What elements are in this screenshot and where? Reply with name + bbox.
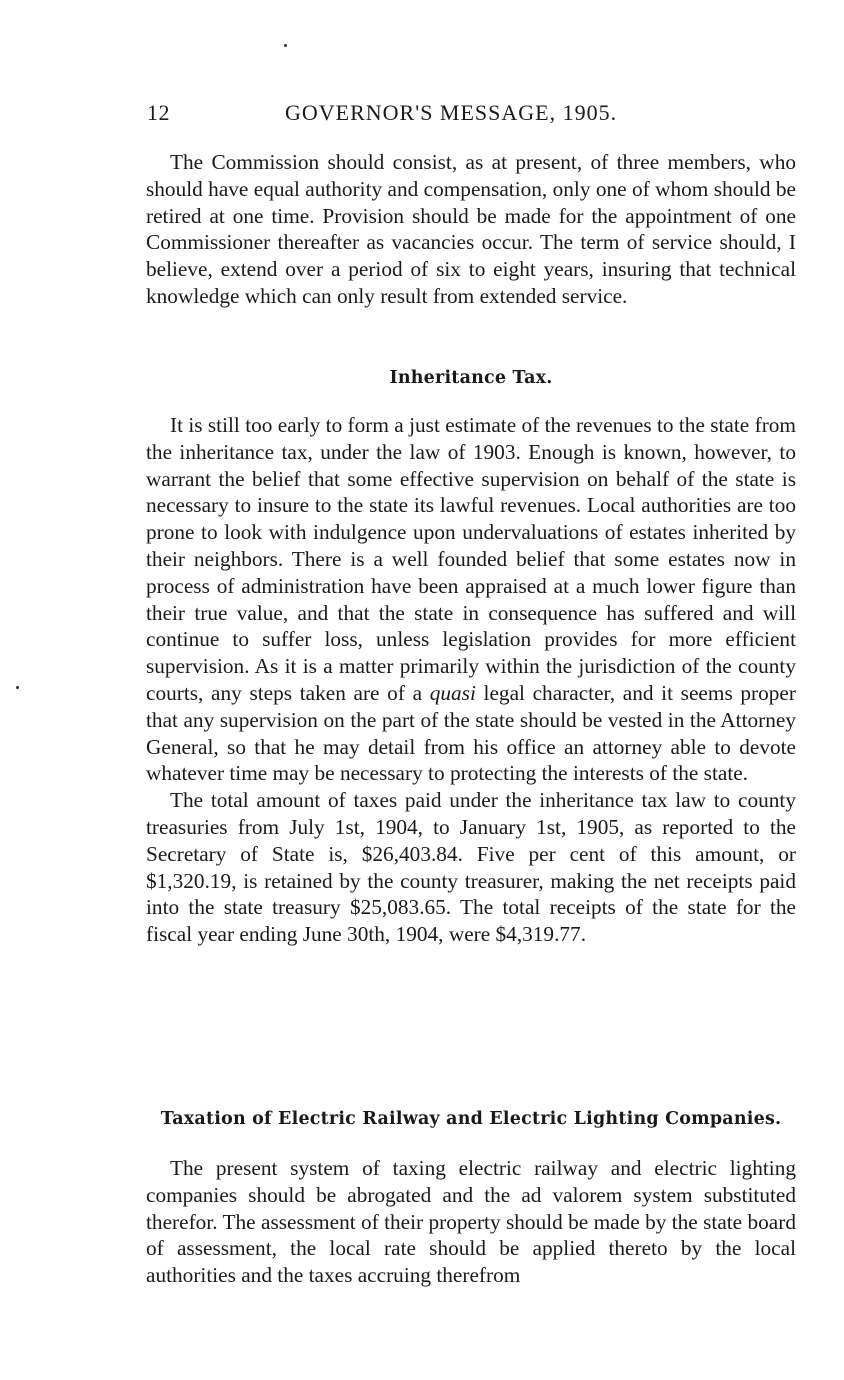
inheritance-tax-section [146, 412, 796, 948]
scan-speck [284, 44, 287, 47]
inheritance-paragraph-1-text-b: legal character, and it seems proper that any supervision on the part of the state should be vested in the Attorney General, so that he may detail from his office an attorney able to devote whatever time may be necessary to protecting the interests of the state. [146, 680, 796, 786]
inheritance-tax-heading: Inheritance Tax. [389, 368, 553, 388]
scan-speck [16, 686, 19, 689]
electric-companies-paragraph: The present system of taxing electric railway and electric lighting companies should be abrogated and the ad valorem system substituted therefor. The assessment of their property should be made by the state board of assessment, the local rate should be applied thereto by the local authorities and the taxes accruing therefrom [146, 1156, 796, 1288]
commission-paragraph: The Commission should consist, as at present, of three members, who should have equal authority and compensation, only one of whom should be retired at one time. Provision should be made for the appointment of one Commissioner thereafter as vacancies occur. The term of service should, I believe, extend over a period of six to eight years, insuring that technical knowledge which can only result from extended service. [146, 150, 796, 308]
inheritance-paragraph-1 [146, 412, 796, 787]
electric-companies-heading: Taxation of Electric Railway and Electric Lighting Companies. [160, 1109, 782, 1129]
commission-section [146, 149, 796, 310]
running-head [147, 100, 797, 134]
inheritance-paragraph-2: The total amount of taxes paid under the inheritance tax law to county treasuries from July 1st, 1904, to January 1st, 1905, as reported to the Secretary of State is, $26,403.84. Five per cent of this amount, or $1,320.19, is retained by the county treasurer, making the net receipts paid into the state treasury $25,083.65. The total receipts of the state for the fiscal year ending June 30th, 1904, were $4,319.77. [146, 788, 796, 947]
electric-companies-section [146, 1155, 796, 1289]
inheritance-paragraph-1-text-a: It is still too early to form a just estimate of the revenues to the state from the inheritance tax, under the law of 1903. Enough is known, however, to warrant the belief that some effective supervision on behalf of the state is necessary to insure to the state its lawful revenues. Local authorities are too prone to look with indulgence upon undervaluations of estates inherited by their neighbors. There is a well founded belief that some estates now in process of administration have been appraised at a much lower figure than their true value, and that the state in consequence has suffered and will continue to suffer loss, unless legislation provides for more efficient supervision. As it is a matter primarily within the jurisdiction of the county courts, any steps taken are of a [146, 413, 796, 705]
italic-term-quasi: quasi [429, 680, 476, 705]
page-title: GOVERNOR'S MESSAGE, 1905. [285, 100, 618, 125]
page-number: 12 [147, 100, 170, 125]
